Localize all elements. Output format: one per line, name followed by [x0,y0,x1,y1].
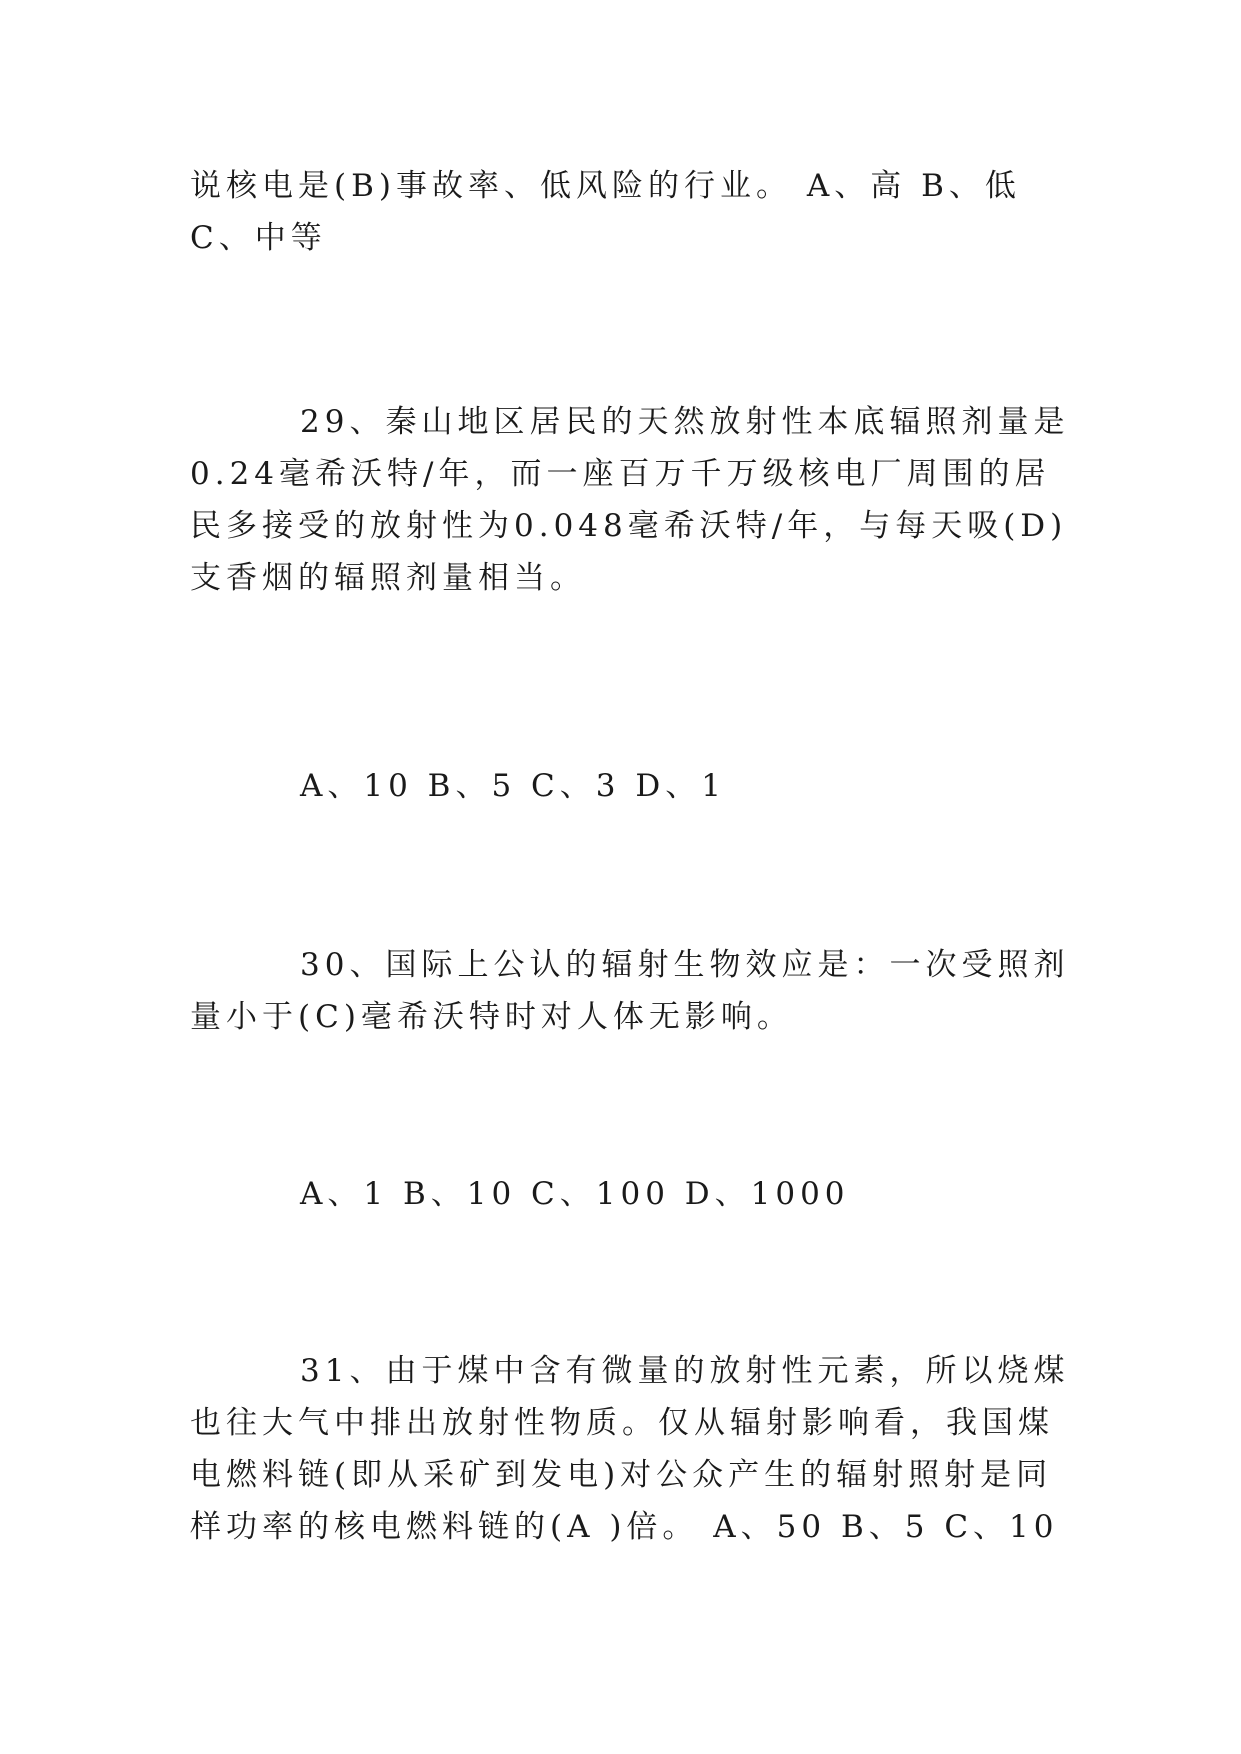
paragraph-q30: 30、国际上公认的辐射生物效应是：一次受照剂量小于(C)毫希沃特时对人体无影响。 [190,947,1070,1035]
paragraph-q28-continued: 说核电是(B)事故率、低风险的行业。 A、高 B、低 C、中等 [190,168,1021,256]
paragraph-q29: 29、秦山地区居民的天然放射性本底辐照剂量是0.24毫希沃特/年，而一座百万千万级核电厂周围的居民多接受的放射性为0.048毫希沃特/年，与每天吸(D)支香烟的辐照剂量相当。 [190,404,1070,596]
paragraph-q31: 31、由于煤中含有微量的放射性元素，所以烧煤也往大气中排出放射性物质。仅从辐射影响看，我国煤电燃料链(即从采矿到发电)对公众产生的辐射照射是同样功率的核电燃料链的(A )倍。 A、50 B、5 C、10 [190,1353,1070,1545]
paragraph-q30-options: A、1 B、10 C、100 D、1000 [300,1176,850,1212]
paragraph-q29-options: A、10 B、5 C、3 D、1 [300,768,726,804]
